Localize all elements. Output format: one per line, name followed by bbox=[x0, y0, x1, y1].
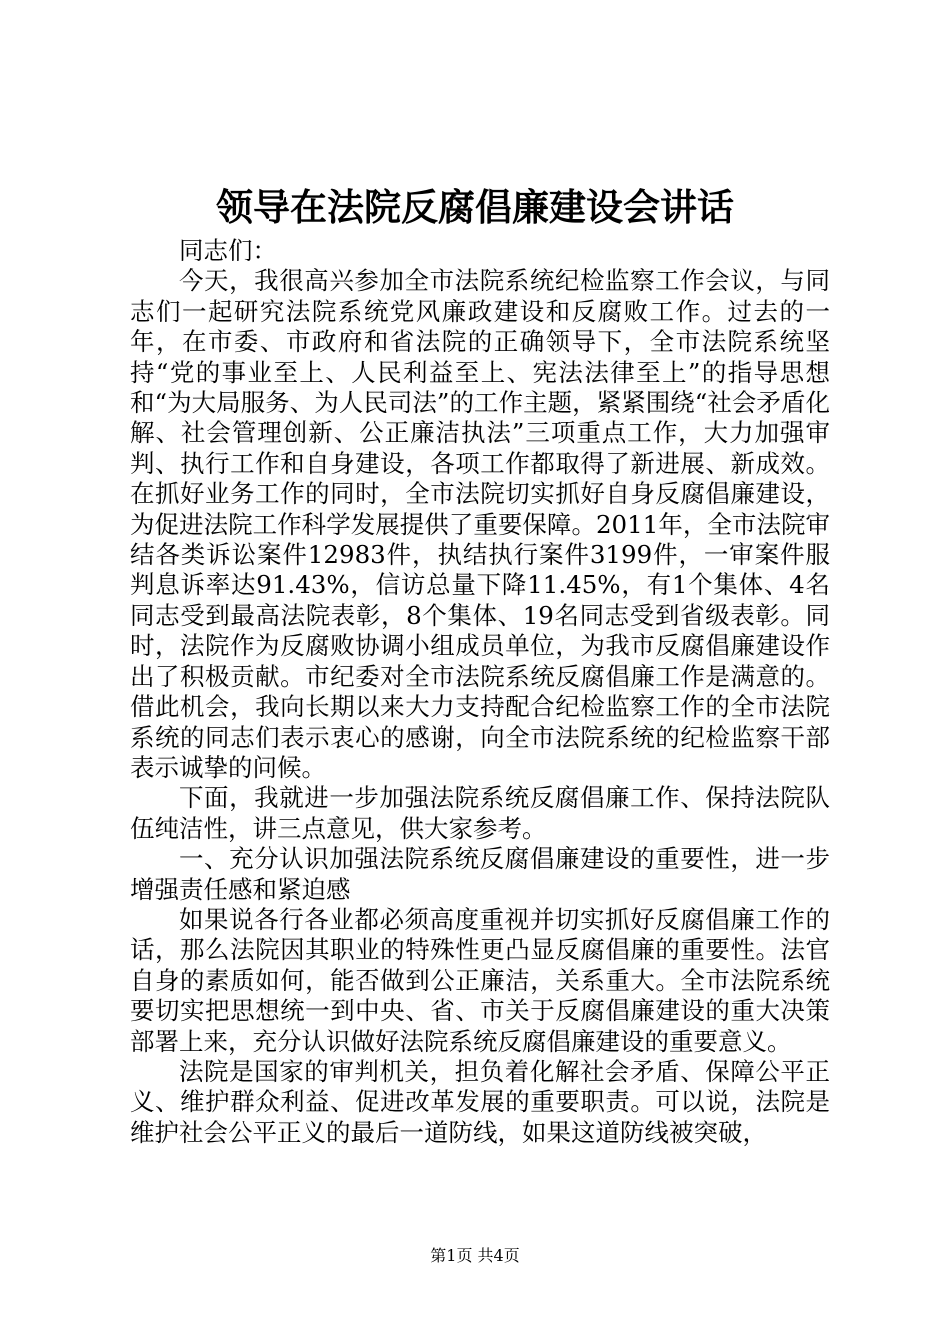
paragraph-importance: 如果说各行各业都必须高度重视并切实抓好反腐倡廉工作的话，那么法院因其职业的特殊性更凸显反腐倡廉的重要性。法官自身的素质如何，能否做到公正廉洁，关系重大。全市法院系统要切实把思想统一到中央、省、市关于反腐倡廉建设的重大决策部署上来，充分认识做好法院系统反腐倡廉建设的重要意义。 bbox=[130, 904, 830, 1056]
paragraph-outline: 下面，我就进一步加强法院系统反腐倡廉工作、保持法院队伍纯洁性，讲三点意见，供大家参考。 bbox=[130, 783, 830, 843]
document-body bbox=[130, 236, 830, 1148]
paragraph-court-role: 法院是国家的审判机关，担负着化解社会矛盾、保障公平正义、维护群众利益、促进改革发展的重要职责。可以说，法院是维护社会公平正义的最后一道防线，如果这道防线被突破， bbox=[130, 1056, 830, 1147]
paragraph-salutation: 同志们： bbox=[179, 236, 277, 265]
page-footer: 第1页 共4页 bbox=[430, 1246, 520, 1265]
document-title: 领导在法院反腐倡廉建设会讲话 bbox=[216, 185, 734, 229]
section-heading-one: 一、充分认识加强法院系统反腐倡廉建设的重要性，进一步增强责任感和紧迫感 bbox=[130, 844, 830, 904]
paragraph-opening: 今天，我很高兴参加全市法院系统纪检监察工作会议，与同志们一起研究法院系统党风廉政建设和反腐败工作。过去的一年，在市委、市政府和省法院的正确领导下，全市法院系统坚持“党的事业至上、人民利益至上、宪法法律至上”的指导思想和“为大局服务、为人民司法”的工作主题，紧紧围绕“社会矛盾化解、社会管理创新、公正廉洁执法”三项重点工作，大力加强审判、执行工作和自身建设，各项工作都取得了新进展、新成效。在抓好业务工作的同时，全市法院切实抓好自身反腐倡廉建设，为促进法院工作科学发展提供了重要保障。2011年，全市法院审结各类诉讼案件12983件，执结执行案件3199件，一审案件服判息诉率达91.43%，信访总量下降11.45%，有1个集体、4名同志受到最高法院表彰，8个集体、19名同志受到省级表彰。同时，法院作为反腐败协调小组成员单位，为我市反腐倡廉建设作出了积极贡献。市纪委对全市法院系统反腐倡廉工作是满意的。借此机会，我向长期以来大力支持配合纪检监察工作的全市法院系统的同志们表示衷心的感谢，向全市法院系统的纪检监察干部表示诚挚的问候。 bbox=[130, 266, 830, 782]
